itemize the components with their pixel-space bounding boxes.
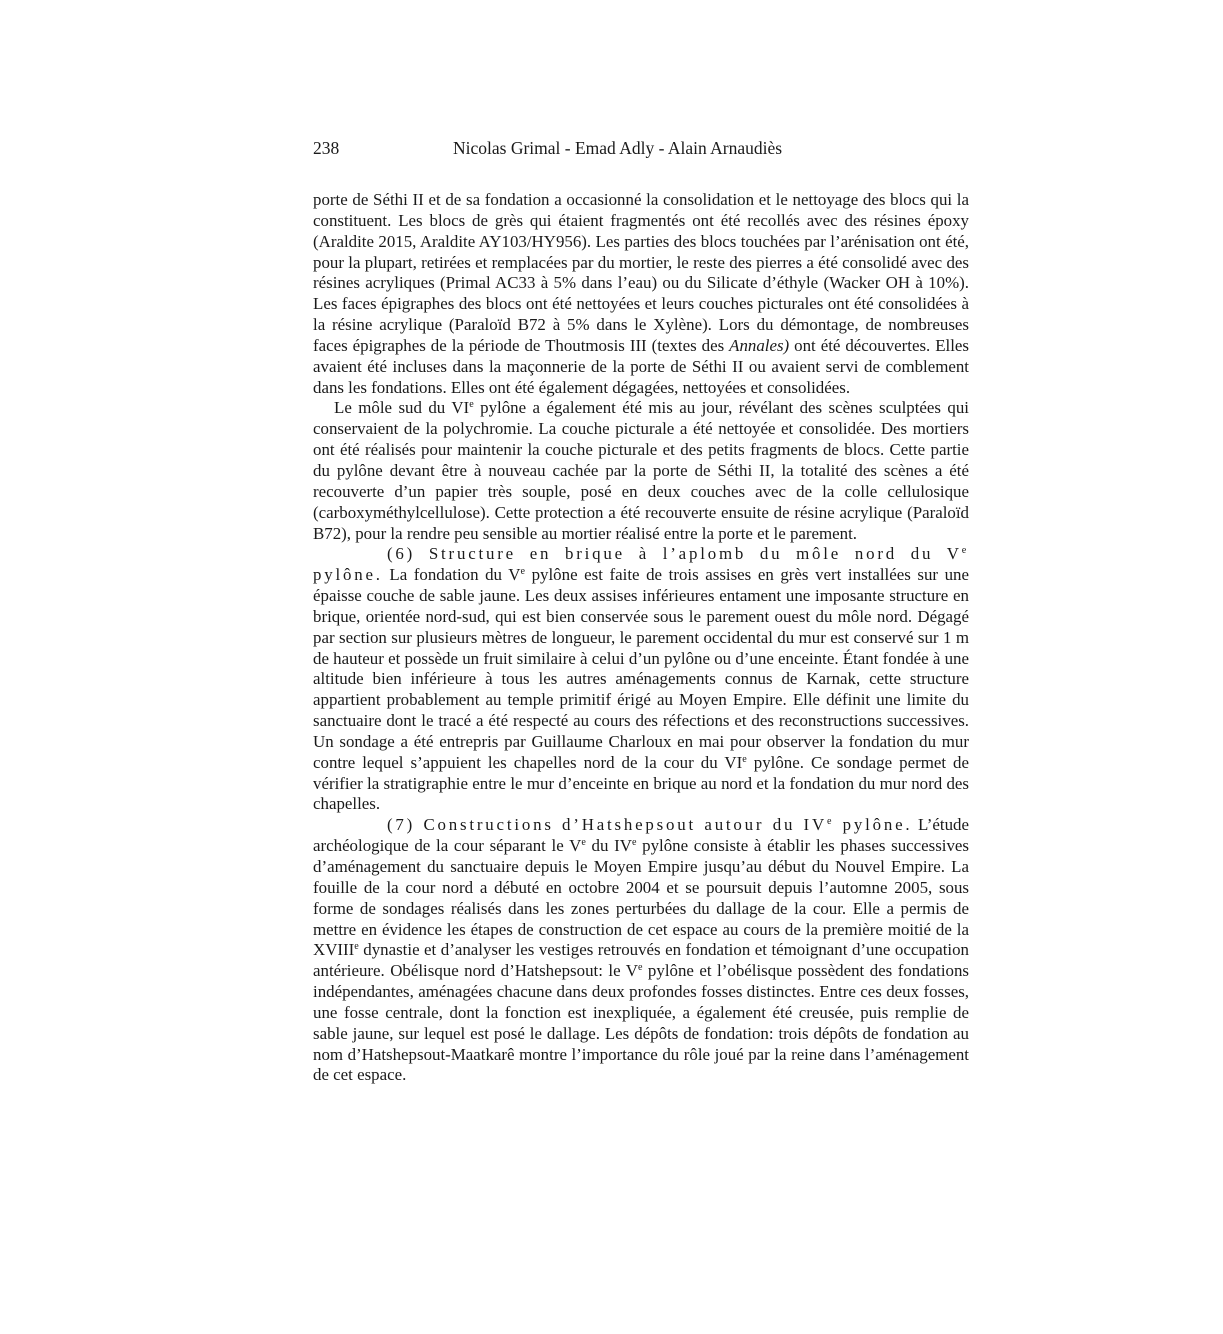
running-head — [313, 136, 969, 160]
paragraph-porte-sethi — [313, 190, 969, 398]
superscript: e — [826, 816, 835, 828]
paragraph-text: porte de Séthi II et de sa fondation a occasionné la consolidation et le nettoyage des blocs qui la constituent. Les blocs de grès qui étaient fragmentés ont été recollés avec des résines époxy (Araldite 2015, Araldite AY103/HY956). Les parties des blocs touchées par l’arénisation ont été, pour la plupart, retirées et remplacées par du mortier, le reste des pierres a été consolidé avec des résines acryliques (Primal AC33 à 5% dans l’eau) ou du Silicate d’éthyle (Wacker OH à 10%). Les faces épigraphes des blocs ont été nettoyées et leurs couches picturales ont été consolidées à la résine acrylique (Paraloïd B72 à 5% dans le Xylène). Lors du démontage, de nombreuses faces épigraphes de la période de Thoutmosis III (textes des — [313, 190, 969, 355]
paragraph-section-7 — [313, 815, 969, 1086]
paragraph-text: L’étude archéologique de la cour séparant le V — [313, 815, 969, 856]
paragraph-text: pylône a également été mis au jour, révélant des scènes sculptées qui conservaient de la polychromie. La couche picturale a été nettoyée et consolidée. Des mortiers ont été réalisés pour maintenir la couche picturale et des petits fragments de blocs. Cette partie du pylône devant être à nouveau cachée par la porte de Séthi II, la totalité des scènes a été recouverte d’un papier très souple, posé en deux couches avec de la colle cellulosique (carboxyméthylcellulose). Cette protection a été recouverte ensuite de résine acrylique (Paraloïd B72), pour la rendre peu sensible au mortier réalisé entre la porte et le parement. — [313, 398, 969, 543]
heading-text: (7) Constructions d’Hatshepsout autour du IV — [387, 815, 827, 835]
paragraph-text: La fondation du V — [382, 565, 521, 585]
superscript: e — [631, 837, 637, 849]
heading-text: pylône. — [834, 815, 913, 835]
superscript: e — [354, 941, 359, 953]
annales-italic: Annales) — [729, 335, 790, 355]
heading-text: pylône. — [313, 565, 383, 585]
superscript: e — [469, 399, 474, 411]
paragraph-text: du IV — [585, 836, 632, 856]
paragraph-text: pylône. Ce sondage permet de vérifier la stratigraphie entre le mur d’enceinte en brique au nord et la fondation du mur nord des chapelles. — [313, 752, 969, 814]
superscript: e — [742, 753, 747, 765]
paragraph-text: dynastie et d’analyser les vestiges retrouvés en fondation et témoignant d’une occupation antérieure. Obélisque nord d’Hatshepsout: le V — [313, 940, 969, 981]
paragraph-mole-sud — [313, 398, 969, 544]
paragraph-text: pylône et l’obélisque possèdent des fondations indépendantes, aménagées chacune dans deux profondes fosses distinctes. Entre ces deux fosses, une fosse centrale, dont la fonction est inexpliquée, a également été creusée, puis remplie de sable jaune, sur lequel est posé le dallage. Les dépôts de fondation: trois dépôts de fondation au nom d’Hatshepsout-Maatkarê montre l’importance du rôle joué par la reine dans l’aménagement de cet espace. — [313, 961, 969, 1085]
paragraph-section-6 — [313, 544, 969, 815]
paragraph-text: Le môle sud du VI — [334, 398, 470, 418]
superscript: e — [581, 837, 586, 849]
paragraph-text: pylône est faite de trois assises en grès vert installées sur une épaisse couche de sable jaune. Les deux assises inférieures entament une imposante structure en brique, orientée nord-sud, qui est bien conservée sous le parement ouest du môle nord. Dégagé par section sur plusieurs mètres de longueur, le parement occidental du mur est conservé sur 1 m de hauteur et possède un fruit similaire à celui d’un pylône ou d’une enceinte. Étant fondée à une altitude bien inférieure à tous les autres aménagements connus de Karnak, cette structure appartient probablement au temple primitif érigé au Moyen Empire. Elle définit une limite du sanctuaire dont le tracé a été respecté au cours des réfections et des reconstructions successives. Un sondage a été entrepris par Guillaume Charloux en mai pour observer la fondation du mur contre lequel s’appuient les chapelles nord de la cour du VI — [313, 565, 969, 772]
superscript: e — [520, 566, 525, 578]
body-text — [313, 190, 969, 1086]
superscript: e — [961, 545, 969, 557]
paragraph-text: pylône consiste à établir les phases successives d’aménagement du sanctuaire depuis le Moyen Empire jusqu’au début du Nouvel Empire. La fouille de la cour nord a débuté en octobre 2004 et se poursuit depuis l’automne 2005, sous forme de sondages réalisés dans les zones perturbées du dallage de la cour. Elle a permis de mettre en évidence les étapes de construction de cet espace au cours de la première moitié de la XVIII — [313, 836, 969, 960]
page-number: 238 — [313, 138, 340, 158]
running-title-authors: Nicolas Grimal - Emad Adly - Alain Arnaudiès — [453, 138, 783, 158]
heading-text: (6) Structure en brique à l’aplomb du môle nord du V — [387, 544, 962, 564]
superscript: e — [637, 962, 643, 974]
paragraph-text: ont été découvertes. Elles avaient été incluses dans la maçonnerie de la porte de Séthi II ou avaient servi de comblement dans les fondations. Elles ont été également dégagées, nettoyées et consolidées. — [313, 335, 969, 397]
section-heading-7 — [387, 815, 912, 834]
